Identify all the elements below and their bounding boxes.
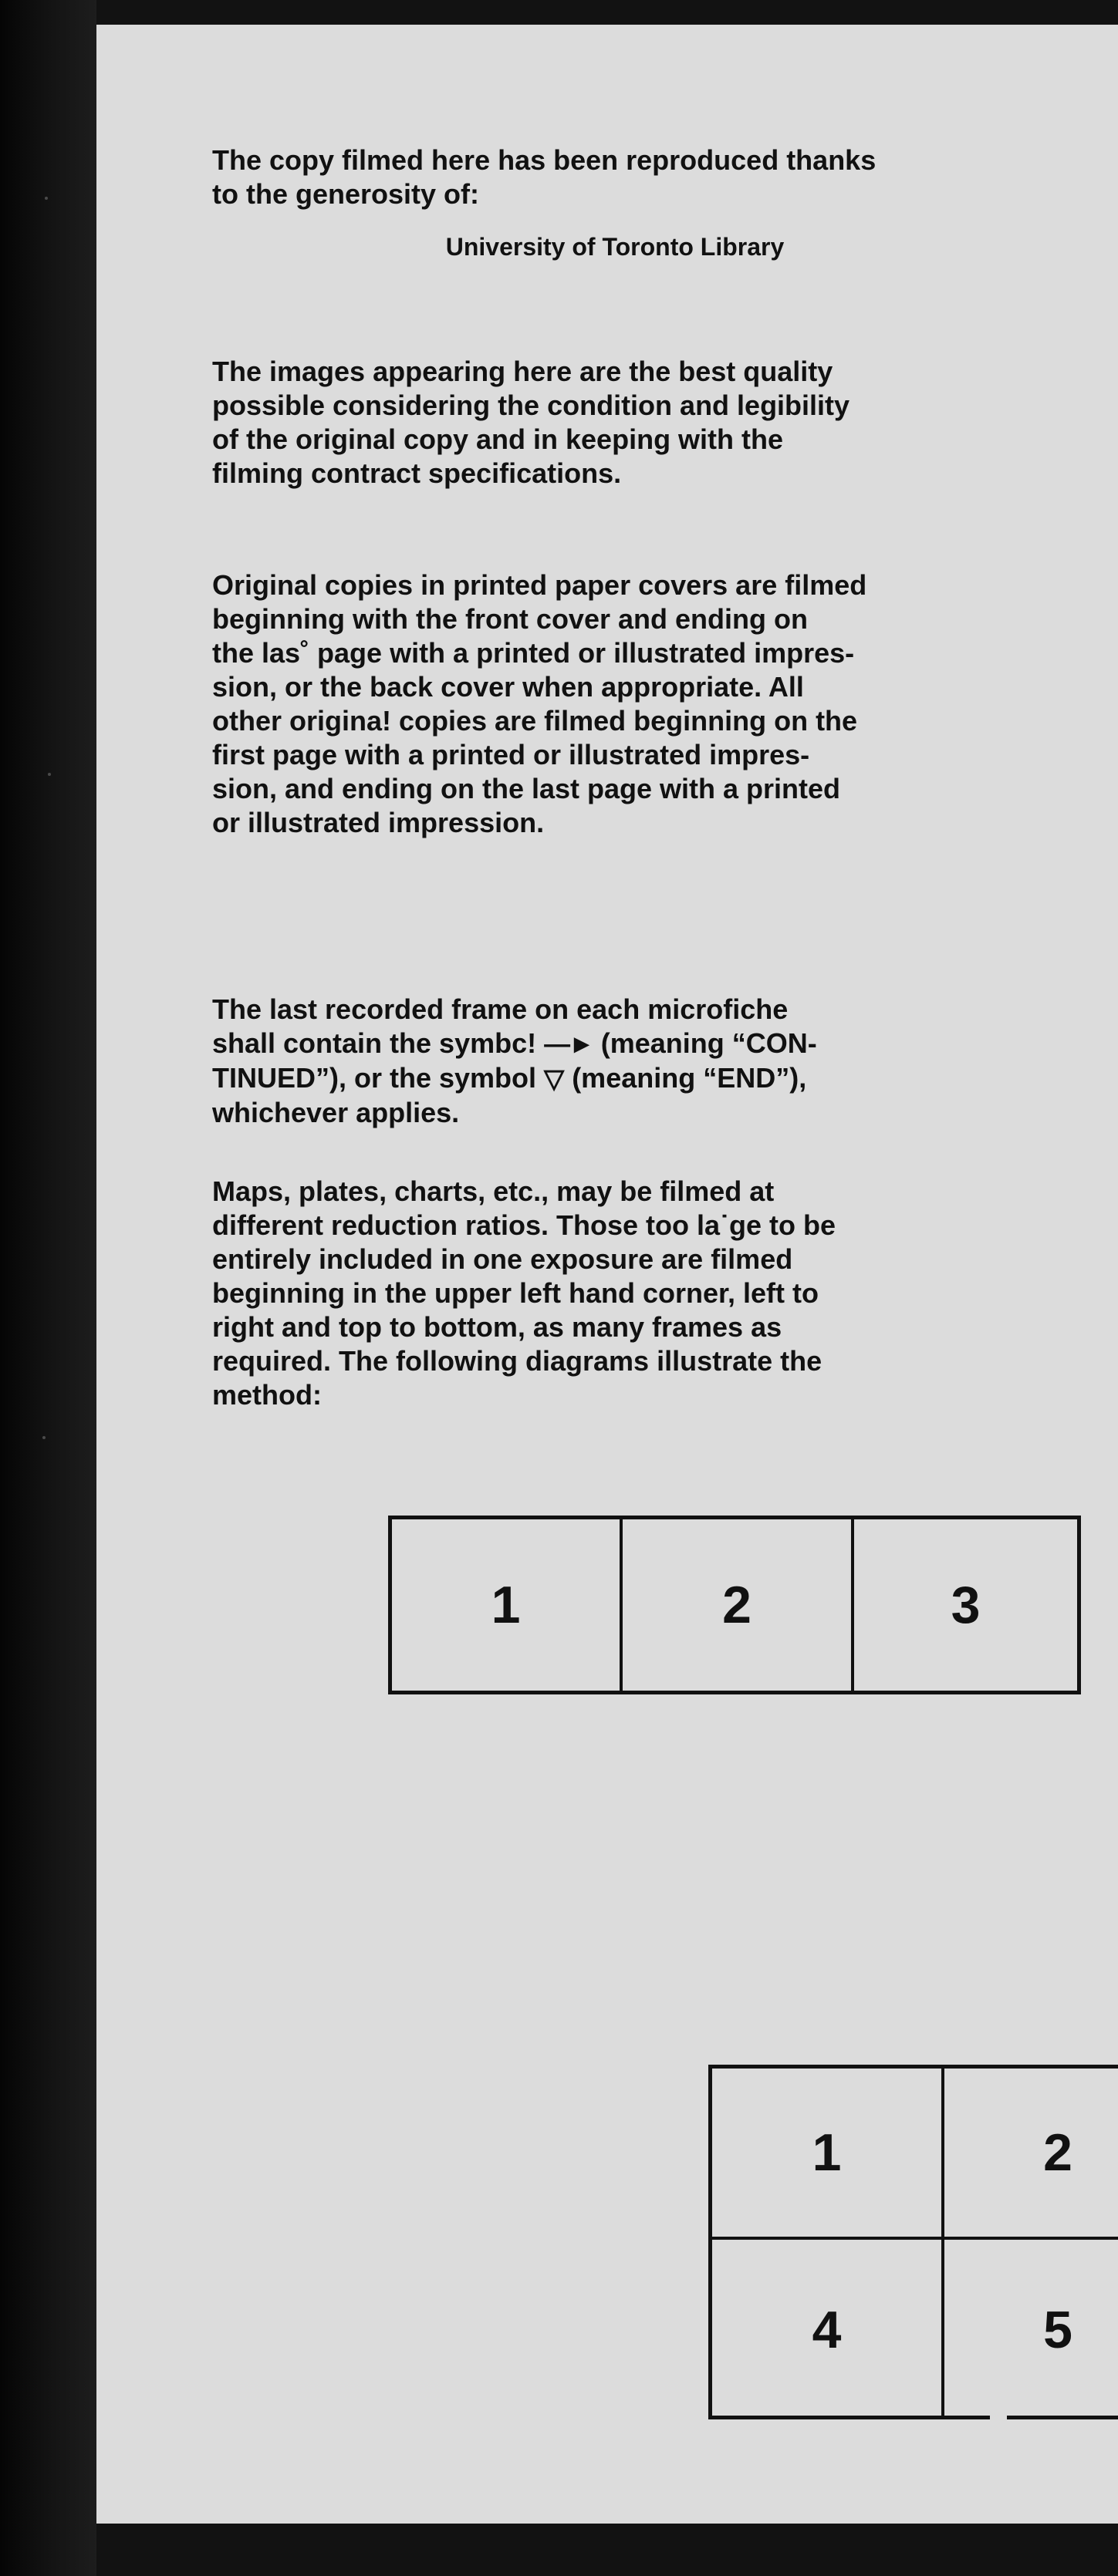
frame-cell: 2 xyxy=(941,2069,1118,2237)
text-line: required. The following diagrams illustrate the xyxy=(212,1345,822,1377)
library-name: University of Toronto Library xyxy=(445,233,785,261)
text-line: Original copies in printed paper covers are filmed xyxy=(212,569,867,601)
text-line: entirely included in one exposure are filmed xyxy=(212,1243,793,1275)
text-line: beginning in the upper left hand corner, left to xyxy=(212,1277,819,1309)
text-line: of the original copy and in keeping with the xyxy=(212,423,784,455)
text-line: whichever applies. xyxy=(212,1097,460,1128)
text-line: different reduction ratios. Those too la˙ge to be xyxy=(212,1209,836,1241)
text-line: first page with a printed or illustrated impres- xyxy=(212,739,810,770)
film-edge xyxy=(0,0,96,2576)
text-line: right and top to bottom, as many frames as xyxy=(212,1311,782,1343)
frame-cell: 4 xyxy=(712,2237,941,2419)
text-line: The last recorded frame on each microfiche xyxy=(212,993,789,1025)
text-line: Maps, plates, charts, etc., may be filmed at xyxy=(212,1175,775,1207)
text-fragment: TINUED”), or the symbol xyxy=(212,1062,545,1094)
text-line xyxy=(212,1061,984,1096)
text-fragment: shall contain the symbc! xyxy=(212,1027,545,1059)
text-line: the las˚ page with a printed or illustrated impres- xyxy=(212,637,855,669)
text-fragment: (meaning “END”), xyxy=(564,1062,807,1094)
text-line: or illustrated impression. xyxy=(212,807,545,838)
text-line: other origina! copies are filmed beginning on the xyxy=(212,705,858,737)
frame-cell: 3 xyxy=(851,1519,1077,1691)
text-line: to the generosity of: xyxy=(212,178,480,210)
filming-order-paragraph xyxy=(212,568,984,840)
text-line: filming contract specifications. xyxy=(212,457,622,489)
dust-speck xyxy=(45,197,48,200)
dust-speck xyxy=(48,773,51,776)
diagram-bottom-edge xyxy=(1007,2416,1118,2419)
text-line: The images appearing here are the best quality xyxy=(212,356,833,387)
frame-cell: 2 xyxy=(620,1519,851,1691)
frame-cell: 1 xyxy=(812,2123,842,2182)
text-line: possible considering the condition and legibility xyxy=(212,389,850,421)
text-line: method: xyxy=(212,1379,322,1411)
dust-speck xyxy=(42,1436,46,1439)
continued-arrow-icon: —► xyxy=(544,1030,593,1059)
text-line: sion, or the back cover when appropriate. All xyxy=(212,671,804,703)
text-line: beginning with the front cover and ending on xyxy=(212,603,808,635)
frame-cell: 1 xyxy=(491,1576,521,1634)
frame-grid-diagram xyxy=(708,2065,1118,2419)
generosity-paragraph xyxy=(212,143,984,211)
frame-row-diagram xyxy=(388,1516,1081,1694)
frame-cell: 5 xyxy=(941,2237,1118,2419)
text-line: sion, and ending on the last page with a printed xyxy=(212,773,841,804)
symbols-paragraph xyxy=(212,993,984,1130)
maps-paragraph xyxy=(212,1175,984,1412)
text-line: The copy filmed here has been reproduced thanks xyxy=(212,144,876,176)
diagram-bottom-edge xyxy=(708,2416,990,2419)
text-fragment: (meaning “CON- xyxy=(593,1027,817,1059)
end-triangle-icon: ▽ xyxy=(544,1064,565,1094)
quality-paragraph xyxy=(212,355,984,491)
text-line xyxy=(212,1027,984,1061)
